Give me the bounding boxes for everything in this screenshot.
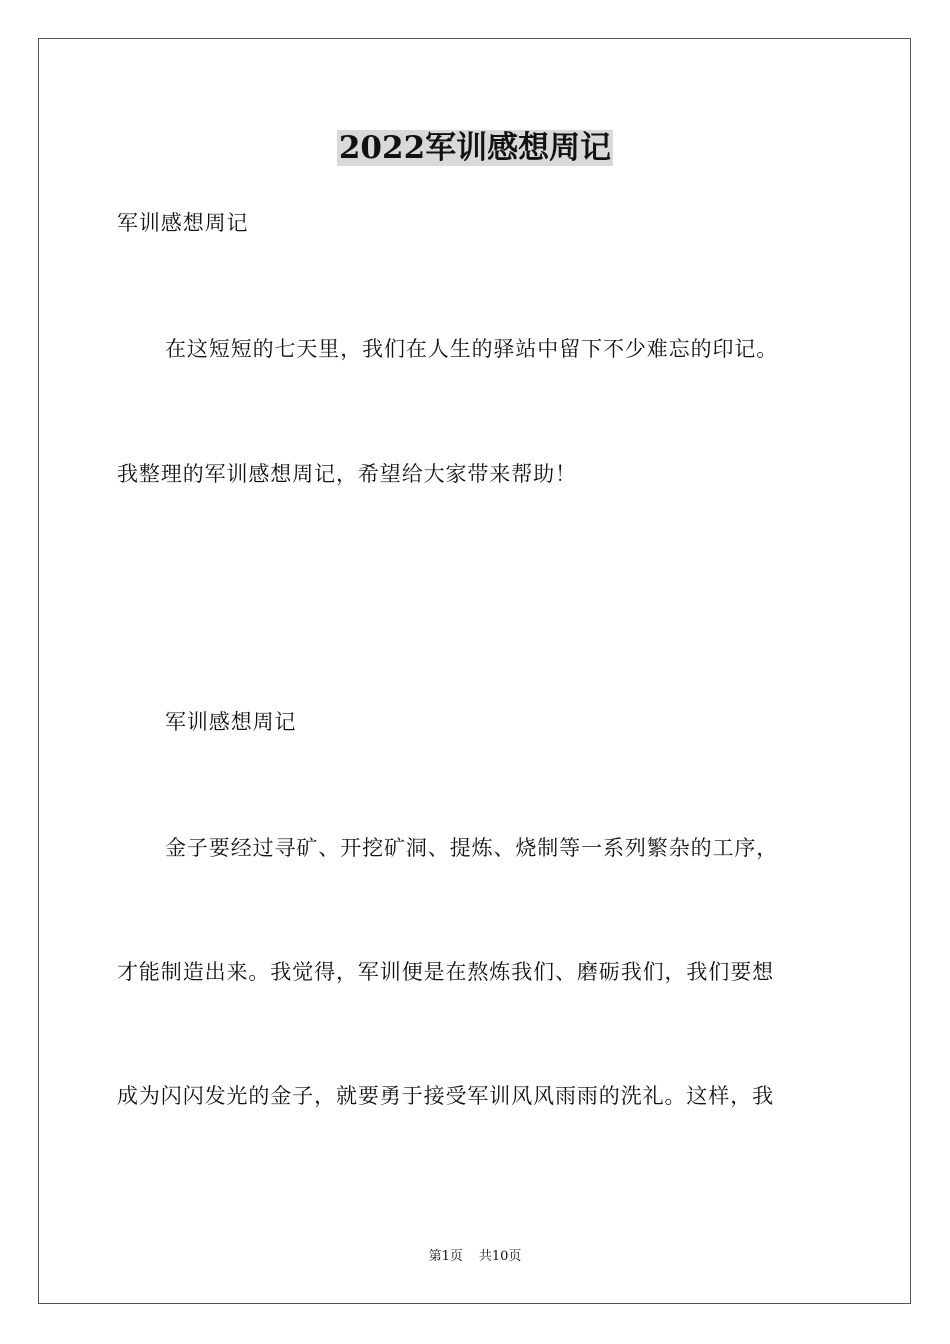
body-paragraph-line-3: 成为闪闪发光的金子，就要勇于接受军训风风雨雨的洗礼。这样，我 xyxy=(117,1084,774,1108)
document-title xyxy=(0,126,950,170)
document-subtitle: 军训感想周记 xyxy=(117,211,249,235)
body-paragraph-line-2: 才能制造出来。我觉得，军训便是在熬炼我们、磨砺我们，我们要想 xyxy=(117,960,774,984)
body-paragraph-line-1: 金子要经过寻矿、开挖矿洞、提炼、烧制等一系列繁杂的工序， xyxy=(165,836,779,860)
page-number-current: 第1页 xyxy=(428,1249,463,1264)
intro-paragraph-line-1: 在这短短的七天里，我们在人生的驿站中留下不少难忘的印记。 xyxy=(165,337,779,361)
section-heading: 军训感想周记 xyxy=(165,710,297,734)
document-title-text: 2022军训感想周记 xyxy=(338,130,612,166)
page-number-total: 共10页 xyxy=(478,1249,522,1264)
intro-paragraph-line-2: 我整理的军训感想周记，希望给大家带来帮助！ xyxy=(117,462,577,486)
page-footer xyxy=(0,1248,950,1266)
